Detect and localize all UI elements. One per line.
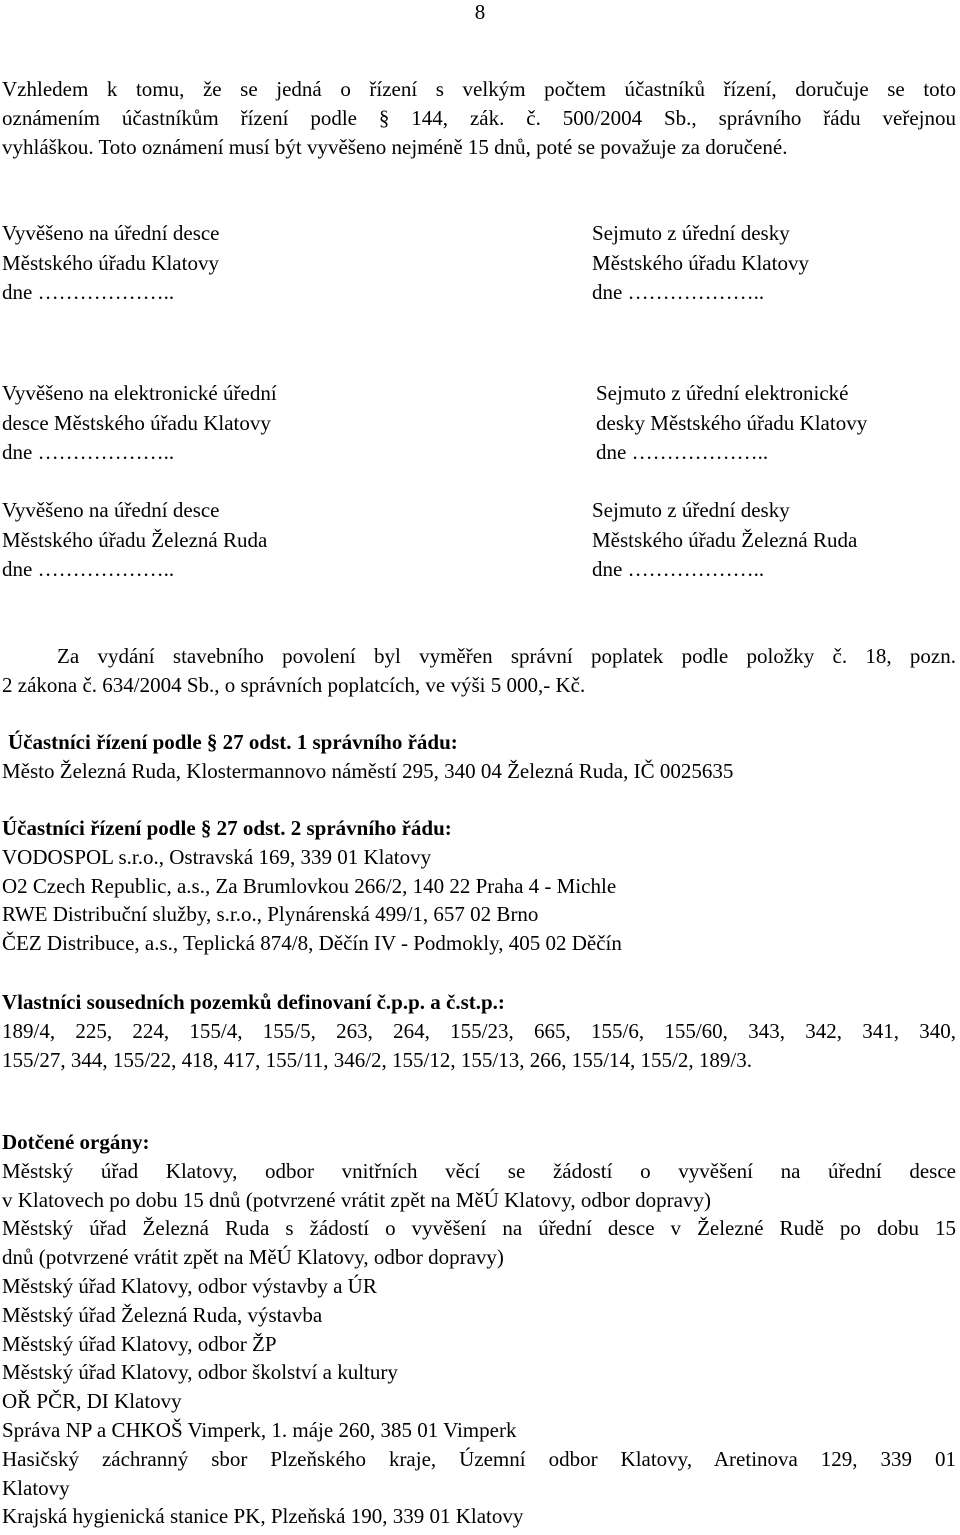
intro-line-2: oznámením účastníkům řízení podle § 144, zák. č. 500/2004 Sb., správního řádu veřejnou: [2, 105, 956, 130]
posting-zelezna-left: [2, 496, 267, 585]
authority-line: dnů (potvrzené vrátit zpět na MěÚ Klatovy, odbor dopravy): [2, 1245, 504, 1270]
neighbors-section: [2, 988, 956, 1074]
office-name: desky Městského úřadu Klatovy: [596, 410, 868, 435]
participant-item: O2 Czech Republic, a.s., Za Brumlovkou 266/2, 140 22 Praha 4 - Michle: [2, 873, 617, 898]
authority-line: Městský úřad Klatovy, odbor ŽP: [2, 1331, 277, 1356]
fee-line-2: 2 zákona č. 634/2004 Sb., o správních poplatcích, ve výši 5 000,- Kč.: [2, 672, 586, 697]
removed-label: Sejmuto z úřední desky: [592, 498, 790, 522]
date-placeholder: dne ………………..: [2, 280, 175, 304]
authority-line: Městský úřad Klatovy, odbor výstavby a ÚR: [2, 1273, 377, 1298]
page-number: 8: [474, 0, 486, 24]
section-heading: Dotčené orgány:: [2, 1130, 150, 1154]
intro-line-3: vyhláškou. Toto oznámení musí být vyvěšeno nejméně 15 dnů, poté se považuje za doručené.: [2, 134, 788, 159]
posting-klatovy-left: [2, 219, 220, 308]
section-heading: Účastníci řízení podle § 27 odst. 1 správního řádu:: [8, 730, 458, 754]
removed-label: Sejmuto z úřední desky: [592, 221, 790, 245]
participant-item: VODOSPOL s.r.o., Ostravská 169, 339 01 Klatovy: [2, 844, 432, 869]
authority-line: Městský úřad Klatovy, odbor vnitřních věcí se žádostí o vyvěšení na úřední desce: [2, 1158, 956, 1183]
posting-electronic-left: [2, 379, 277, 468]
authority-line: OŘ PČR, DI Klatovy: [2, 1389, 182, 1414]
posting-electronic-right: [596, 379, 867, 468]
authority-line: Městský úřad Klatovy, odbor školství a kultury: [2, 1360, 398, 1385]
office-name: Městského úřadu Železná Ruda: [592, 527, 858, 552]
date-placeholder: dne ………………..: [2, 557, 175, 581]
authority-line: Městský úřad Železná Ruda s žádostí o vyvěšení na úřední desce v Železné Rudě po dobu 15: [2, 1216, 956, 1241]
authority-line: Klatovy: [2, 1475, 70, 1500]
authorities-section: [2, 1128, 956, 1531]
parcel-line-1: 189/4, 225, 224, 155/4, 155/5, 263, 264, 155/23, 665, 155/6, 155/60, 343, 342, 341, 340,: [2, 1018, 956, 1043]
participant-item: RWE Distribuční služby, s.r.o., Plynárenská 499/1, 657 02 Brno: [2, 902, 539, 927]
date-placeholder: dne ………………..: [592, 280, 765, 304]
office-name: Městského úřadu Železná Ruda: [2, 527, 268, 552]
section-heading: Vlastníci sousedních pozemků definovaní č.p.p. a č.st.p.:: [2, 990, 505, 1014]
office-name: desce Městského úřadu Klatovy: [2, 410, 271, 435]
posted-label: Vyvěšeno na úřední desce: [2, 221, 220, 245]
office-name: Městského úřadu Klatovy: [2, 250, 219, 275]
participant-item: ČEZ Distribuce, a.s., Teplická 874/8, Děčín IV - Podmokly, 405 02 Děčín: [2, 931, 622, 956]
date-placeholder: dne ………………..: [592, 557, 765, 581]
posting-zelezna-right: [592, 496, 857, 585]
posted-label: Vyvěšeno na elektronické úřední: [2, 381, 277, 405]
office-name: Městského úřadu Klatovy: [592, 250, 809, 275]
posting-klatovy-right: [592, 219, 809, 308]
date-placeholder: dne ………………..: [596, 440, 769, 464]
authority-line: Městský úřad Železná Ruda, výstavba: [2, 1302, 323, 1327]
parcel-line-2: 155/27, 344, 155/22, 418, 417, 155/11, 346/2, 155/12, 155/13, 266, 155/14, 155/2, 189/3.: [2, 1047, 752, 1072]
participant-item: Město Železná Ruda, Klostermannovo náměstí 295, 340 04 Železná Ruda, IČ 0025635: [2, 758, 734, 783]
authority-line: Správa NP a CHKOŠ Vimperk, 1. máje 260, 385 01 Vimperk: [2, 1417, 517, 1442]
authority-line: v Klatovech po dobu 15 dnů (potvrzené vrátit zpět na MěÚ Klatovy, odbor dopravy): [2, 1187, 711, 1212]
fee-paragraph: [2, 642, 956, 700]
fee-line-1: Za vydání stavebního povolení byl vyměřen správní poplatek podle položky č. 18, pozn.: [57, 644, 956, 668]
removed-label: Sejmuto z úřední elektronické: [596, 381, 849, 405]
posted-label: Vyvěšeno na úřední desce: [2, 498, 220, 522]
authority-line: Krajská hygienická stanice PK, Plzeňská 190, 339 01 Klatovy: [2, 1504, 524, 1529]
date-placeholder: dne ………………..: [2, 440, 175, 464]
section-heading: Účastníci řízení podle § 27 odst. 2 správního řádu:: [2, 816, 452, 840]
participants-section-1: [2, 728, 956, 786]
authority-line: Hasičský záchranný sbor Plzeňského kraje, Územní odbor Klatovy, Aretinova 129, 339 01: [2, 1446, 956, 1471]
intro-line-1: Vzhledem k tomu, že se jedná o řízení s velkým počtem účastníků řízení, doručuje se toto: [2, 77, 956, 101]
participants-section-2: [2, 814, 956, 958]
intro-paragraph: [2, 75, 956, 161]
